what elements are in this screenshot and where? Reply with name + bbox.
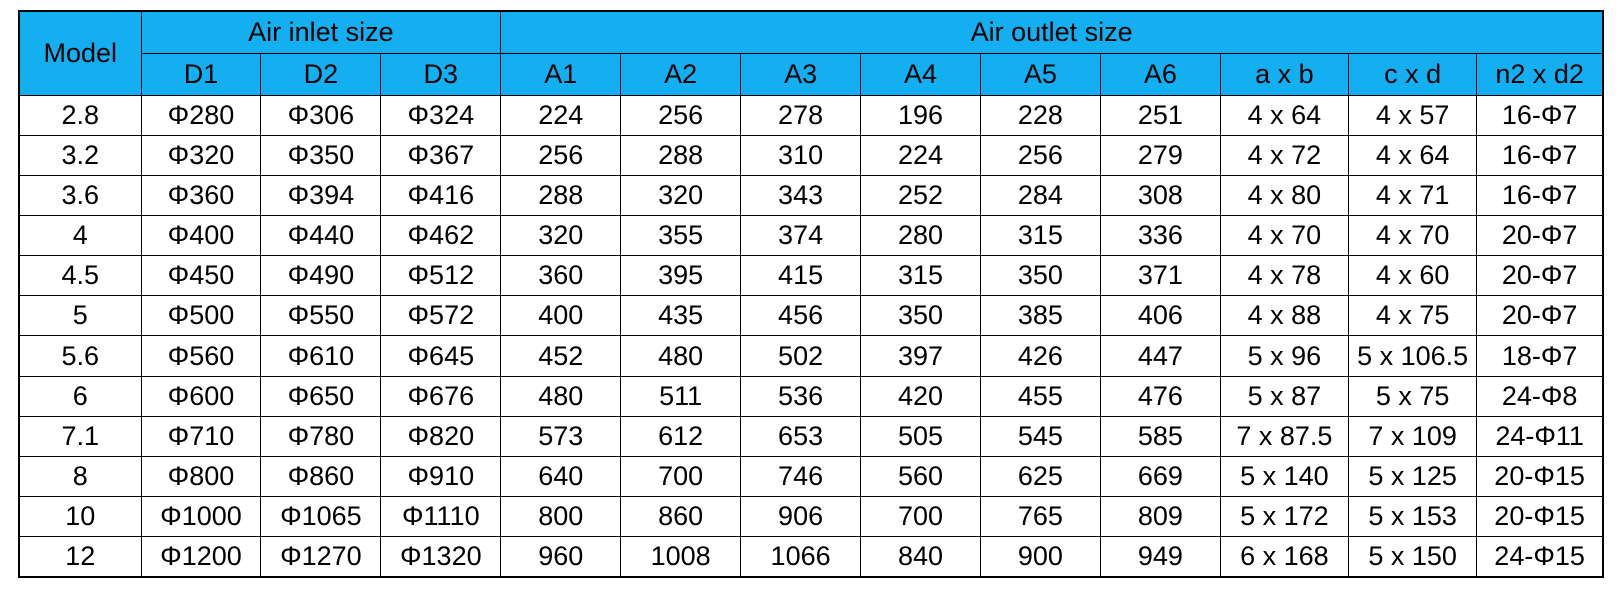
table-cell: 585 <box>1100 416 1220 456</box>
table-cell: 224 <box>861 136 981 176</box>
table-cell: 280 <box>861 216 981 256</box>
table-cell: 452 <box>501 336 621 376</box>
table-row <box>19 376 1603 416</box>
table-cell: Φ324 <box>381 96 501 136</box>
table-cell: 765 <box>980 496 1100 536</box>
table-cell: 320 <box>501 216 621 256</box>
table-cell: Φ450 <box>141 256 261 296</box>
table-cell: Φ780 <box>261 416 381 456</box>
table-cell: Φ416 <box>381 176 501 216</box>
table-cell: 4 x 72 <box>1220 136 1348 176</box>
table-cell: 5 x 96 <box>1220 336 1348 376</box>
table-cell: Φ462 <box>381 216 501 256</box>
header-col-a6: A6 <box>1100 54 1220 96</box>
table-cell: Φ860 <box>261 456 381 496</box>
table-cell: 256 <box>501 136 621 176</box>
header-col-a2: A2 <box>621 54 741 96</box>
table-cell: 4 x 60 <box>1349 256 1477 296</box>
table-cell: 4 x 80 <box>1220 176 1348 216</box>
table-cell: 4 x 88 <box>1220 296 1348 336</box>
table-row <box>19 216 1603 256</box>
table-cell: 395 <box>621 256 741 296</box>
cell-model: 3.2 <box>19 136 141 176</box>
table-header <box>19 11 1603 96</box>
cell-model: 2.8 <box>19 96 141 136</box>
table-cell: 545 <box>980 416 1100 456</box>
table-cell: 6 x 168 <box>1220 536 1348 577</box>
table-cell: Φ572 <box>381 296 501 336</box>
table-cell: Φ500 <box>141 296 261 336</box>
table-cell: Φ306 <box>261 96 381 136</box>
table-cell: 397 <box>861 336 981 376</box>
cell-model: 10 <box>19 496 141 536</box>
table-cell: Φ645 <box>381 336 501 376</box>
table-cell: 288 <box>621 136 741 176</box>
table-cell: 5 x 153 <box>1349 496 1477 536</box>
table-cell: Φ650 <box>261 376 381 416</box>
table-cell: Φ610 <box>261 336 381 376</box>
table-cell: 502 <box>741 336 861 376</box>
table-cell: 560 <box>861 456 981 496</box>
table-cell: 24-Φ15 <box>1477 536 1603 577</box>
table-row <box>19 176 1603 216</box>
table-cell: 455 <box>980 376 1100 416</box>
table-cell: 374 <box>741 216 861 256</box>
table-row <box>19 456 1603 496</box>
table-cell: 256 <box>621 96 741 136</box>
header-col-a3: A3 <box>741 54 861 96</box>
table-cell: 350 <box>980 256 1100 296</box>
cell-model: 5.6 <box>19 336 141 376</box>
table-cell: 7 x 109 <box>1349 416 1477 456</box>
table-cell: 20-Φ15 <box>1477 496 1603 536</box>
table-cell: Φ400 <box>141 216 261 256</box>
table-cell: Φ676 <box>381 376 501 416</box>
table-cell: 256 <box>980 136 1100 176</box>
table-header-group-row <box>19 11 1603 54</box>
table-cell: Φ367 <box>381 136 501 176</box>
header-col-d3: D3 <box>381 54 501 96</box>
table-cell: 4 x 75 <box>1349 296 1477 336</box>
table-cell: 320 <box>621 176 741 216</box>
header-model: Model <box>19 11 141 96</box>
table-cell: 573 <box>501 416 621 456</box>
table-cell: 476 <box>1100 376 1220 416</box>
table-row <box>19 296 1603 336</box>
table-cell: Φ1000 <box>141 496 261 536</box>
cell-model: 4 <box>19 216 141 256</box>
table-cell: 315 <box>861 256 981 296</box>
header-air-inlet-size: Air inlet size <box>141 11 501 54</box>
table-cell: 7 x 87.5 <box>1220 416 1348 456</box>
table-cell: 505 <box>861 416 981 456</box>
table-cell: Φ820 <box>381 416 501 456</box>
table-cell: 840 <box>861 536 981 577</box>
table-cell: Φ1110 <box>381 496 501 536</box>
table-cell: 385 <box>980 296 1100 336</box>
table-cell: Φ600 <box>141 376 261 416</box>
table-cell: Φ1065 <box>261 496 381 536</box>
table-cell: 4 x 64 <box>1220 96 1348 136</box>
table-cell: 20-Φ7 <box>1477 296 1603 336</box>
table-cell: 653 <box>741 416 861 456</box>
dimensions-table <box>18 10 1604 578</box>
cell-model: 4.5 <box>19 256 141 296</box>
table-row <box>19 256 1603 296</box>
table-cell: 435 <box>621 296 741 336</box>
table-cell: 355 <box>621 216 741 256</box>
table-cell: 625 <box>980 456 1100 496</box>
table-cell: Φ800 <box>141 456 261 496</box>
table-cell: 447 <box>1100 336 1220 376</box>
table-cell: Φ1270 <box>261 536 381 577</box>
table-cell: 1066 <box>741 536 861 577</box>
table-cell: 700 <box>861 496 981 536</box>
table-cell: 20-Φ15 <box>1477 456 1603 496</box>
table-cell: 800 <box>501 496 621 536</box>
table-cell: 315 <box>980 216 1100 256</box>
table-row <box>19 416 1603 456</box>
table-cell: Φ1200 <box>141 536 261 577</box>
table-cell: 4 x 57 <box>1349 96 1477 136</box>
table-row <box>19 496 1603 536</box>
table-cell: 1008 <box>621 536 741 577</box>
table-cell: Φ320 <box>141 136 261 176</box>
table-cell: 669 <box>1100 456 1220 496</box>
table-cell: 700 <box>621 456 741 496</box>
table-cell: 860 <box>621 496 741 536</box>
table-cell: 456 <box>741 296 861 336</box>
table-cell: 350 <box>861 296 981 336</box>
table-cell: 5 x 172 <box>1220 496 1348 536</box>
table-cell: 5 x 106.5 <box>1349 336 1477 376</box>
table-cell: 536 <box>741 376 861 416</box>
table-cell: 196 <box>861 96 981 136</box>
table-cell: Φ360 <box>141 176 261 216</box>
table-cell: Φ440 <box>261 216 381 256</box>
table-row <box>19 96 1603 136</box>
table-cell: Φ490 <box>261 256 381 296</box>
header-col-d1: D1 <box>141 54 261 96</box>
table-cell: 279 <box>1100 136 1220 176</box>
table-cell: 5 x 87 <box>1220 376 1348 416</box>
table-cell: 360 <box>501 256 621 296</box>
table-cell: 906 <box>741 496 861 536</box>
table-row <box>19 336 1603 376</box>
table-cell: 949 <box>1100 536 1220 577</box>
table-cell: 4 x 78 <box>1220 256 1348 296</box>
table-cell: Φ550 <box>261 296 381 336</box>
table-cell: 960 <box>501 536 621 577</box>
table-cell: 480 <box>501 376 621 416</box>
table-body <box>19 96 1603 578</box>
table-cell: 4 x 71 <box>1349 176 1477 216</box>
table-cell: Φ394 <box>261 176 381 216</box>
table-cell: 5 x 125 <box>1349 456 1477 496</box>
cell-model: 8 <box>19 456 141 496</box>
cell-model: 12 <box>19 536 141 577</box>
header-col-a4: A4 <box>861 54 981 96</box>
table-cell: 16-Φ7 <box>1477 176 1603 216</box>
table-cell: 4 x 64 <box>1349 136 1477 176</box>
table-cell: Φ910 <box>381 456 501 496</box>
header-col-axb: a x b <box>1220 54 1348 96</box>
table-cell: 251 <box>1100 96 1220 136</box>
table-cell: 343 <box>741 176 861 216</box>
table-cell: 228 <box>980 96 1100 136</box>
table-cell: 4 x 70 <box>1349 216 1477 256</box>
table-cell: 278 <box>741 96 861 136</box>
table-cell: Φ1320 <box>381 536 501 577</box>
cell-model: 6 <box>19 376 141 416</box>
table-row <box>19 536 1603 577</box>
table-cell: Φ350 <box>261 136 381 176</box>
table-cell: 252 <box>861 176 981 216</box>
table-cell: 371 <box>1100 256 1220 296</box>
table-row <box>19 136 1603 176</box>
table-cell: Φ710 <box>141 416 261 456</box>
table-cell: 20-Φ7 <box>1477 256 1603 296</box>
table-cell: 24-Φ8 <box>1477 376 1603 416</box>
table-cell: 16-Φ7 <box>1477 136 1603 176</box>
table-cell: 5 x 75 <box>1349 376 1477 416</box>
table-cell: 746 <box>741 456 861 496</box>
cell-model: 7.1 <box>19 416 141 456</box>
table-cell: 400 <box>501 296 621 336</box>
cell-model: 3.6 <box>19 176 141 216</box>
header-air-outlet-size: Air outlet size <box>501 11 1603 54</box>
table-cell: 310 <box>741 136 861 176</box>
table-cell: 24-Φ11 <box>1477 416 1603 456</box>
table-cell: 308 <box>1100 176 1220 216</box>
header-col-n2xd2: n2 x d2 <box>1477 54 1603 96</box>
table-cell: 511 <box>621 376 741 416</box>
table-cell: 480 <box>621 336 741 376</box>
header-col-a5: A5 <box>980 54 1100 96</box>
table-cell: 900 <box>980 536 1100 577</box>
table-header-column-row <box>19 54 1603 96</box>
table-cell: Φ280 <box>141 96 261 136</box>
table-cell: Φ560 <box>141 336 261 376</box>
table-cell: 224 <box>501 96 621 136</box>
table-cell: 5 x 140 <box>1220 456 1348 496</box>
table-cell: 420 <box>861 376 981 416</box>
cell-model: 5 <box>19 296 141 336</box>
table-cell: 4 x 70 <box>1220 216 1348 256</box>
table-cell: 18-Φ7 <box>1477 336 1603 376</box>
table-cell: 406 <box>1100 296 1220 336</box>
table-cell: 415 <box>741 256 861 296</box>
table-cell: Φ512 <box>381 256 501 296</box>
header-col-cxd: c x d <box>1349 54 1477 96</box>
table-cell: 284 <box>980 176 1100 216</box>
table-cell: 16-Φ7 <box>1477 96 1603 136</box>
table-cell: 288 <box>501 176 621 216</box>
table-cell: 612 <box>621 416 741 456</box>
table-cell: 5 x 150 <box>1349 536 1477 577</box>
table-cell: 336 <box>1100 216 1220 256</box>
table-cell: 809 <box>1100 496 1220 536</box>
table-cell: 20-Φ7 <box>1477 216 1603 256</box>
table-cell: 640 <box>501 456 621 496</box>
table-cell: 426 <box>980 336 1100 376</box>
header-col-d2: D2 <box>261 54 381 96</box>
header-col-a1: A1 <box>501 54 621 96</box>
